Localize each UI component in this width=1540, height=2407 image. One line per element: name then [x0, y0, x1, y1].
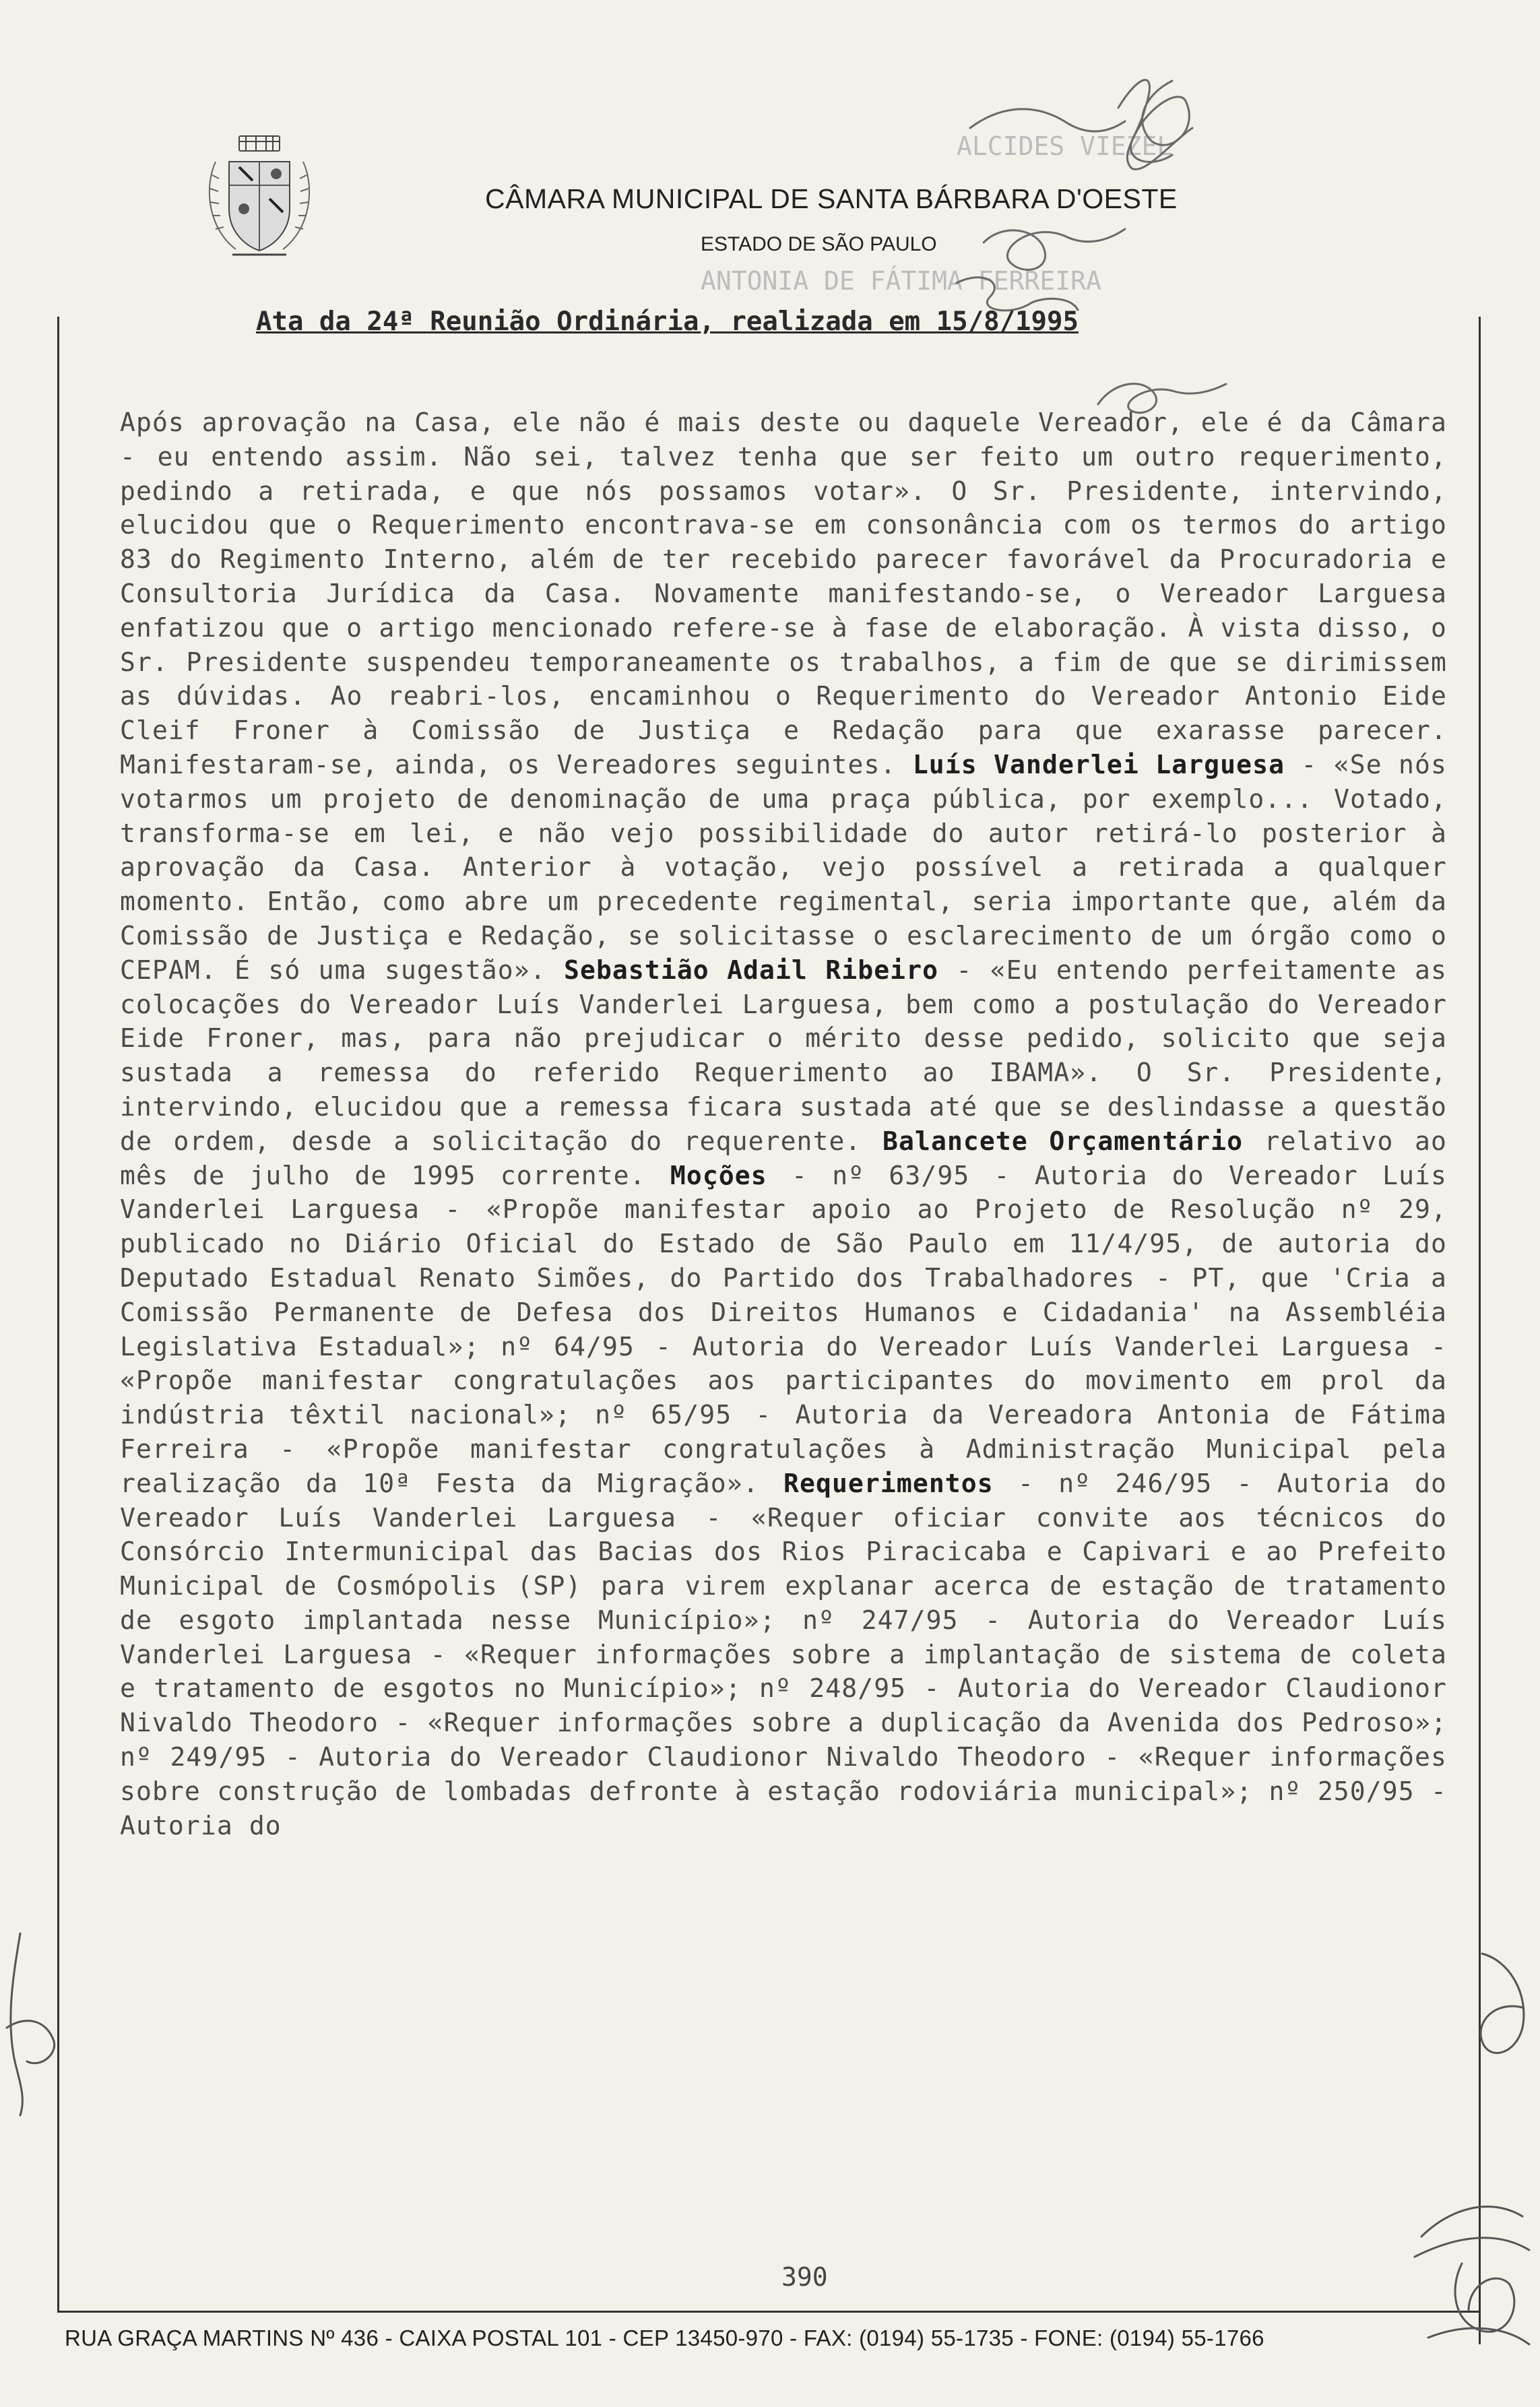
- section-balancete: Balancete Orçamentário: [883, 1126, 1244, 1156]
- stamp-name-2: ANTONIA DE FÁTIMA FERREIRA: [701, 266, 1101, 296]
- requerimentos-text: - nº 246/95 - Autoria do Vereador Luís Vanderlei Larguesa - «Requer oficiar convite aos técnicos do Consórcio Intermunicipal das Bacias dos Rios Piracicaba e Capivari e ao Prefeito Municipal de Cosmópolis (SP) para virem explanar acerca de estação de tratamento de esgoto implantada nesse Município»; nº 247/95 - Autoria do Vereador Luís Vanderlei Larguesa - «Requer informações sobre a implantação de sistema de coleta e tratamento de esgotos no Município»; nº 248/95 - Autoria do Vereador Claudionor Nivaldo Theodoro - «Requer informações sobre a duplicação da Avenida dos Pedroso»; nº 249/95 - Autoria do Vereador Claudionor Nivaldo Theodoro - «Requer informações sobre construção de lombadas defronte à estação rodoviária municipal»; nº 250/95 - Autoria do: [120, 1468, 1448, 1840]
- speaker-sebastiao: Sebastião Adail Ribeiro: [563, 955, 939, 985]
- balancete-text: relativo ao mês de julho de 1995 corrente.: [120, 1126, 1448, 1190]
- left-margin-initials: [0, 1927, 74, 2129]
- minutes-title: Ata da 24ª Reunião Ordinária, realizada em 15/8/1995: [256, 307, 1079, 337]
- speech-larguesa: - «Se nós votarmos um projeto de denominação de uma praça pública, por exemplo... Votado, transforma-se em lei, e não vejo possibilidade do autor retirá-lo posterior à aprovação da Casa. Anterior à votação, vejo possível a retirada a qualquer momento. Então, como abre um precedente regimental, seria importante que, além da Comissão de Justiça e Redação, se solicitasse o esclarecimento de um órgão como o CEPAM. É só uma sugestão».: [120, 749, 1447, 985]
- bottom-rule: [57, 2311, 1481, 2313]
- speech-sebastiao: - «Eu entendo perfeitamente as colocações do Vereador Luís Vanderlei Larguesa, bem como a postulação do Vereador Eide Froner, mas, para não prejudicar o mérito desse pedido, solicito que seja sustada a remessa do referido Requerimento ao IBAMA». O Sr. Presidente, intervindo, elucidou que a remessa ficara sustada até que se deslindasse a questão de ordem, desde a solicitação do requerente.: [120, 955, 1447, 1156]
- handwritten-signatures-top: [647, 40, 1253, 418]
- stamp-name-1: ALCIDES VIEZEL: [957, 131, 1173, 161]
- institution-name: CÂMARA MUNICIPAL DE SANTA BÁRBARA D'OESTE: [485, 183, 1178, 214]
- section-requerimentos: Requerimentos: [783, 1468, 994, 1498]
- section-mocoes: Moções: [670, 1160, 767, 1190]
- paragraph-intro: Após aprovação na Casa, ele não é mais deste ou daquele Vereador, ele é da Câmara - eu entendo assim. Não sei, talvez tenha que ser feito um outro requerimento, pedindo a retirada, e que nós possamos votar». O Sr. Presidente, intervindo, elucidou que o Requerimento encontrava-se em consonância com os termos do artigo 83 do Regimento Interno, além de ter recebido parecer favorável da Procuradoria e Consultoria Jurídica da Casa. Novamente manifestando-se, o Vereador Larguesa enfatizou que o artigo mencionado refere-se à fase de elaboração. À vista disso, o Sr. Presidente suspendeu temporaneamente os trabalhos, a fim de que se dirimissem as dúvidas. Ao reabri-los, encaminhou o Requerimento do Vereador Antonio Eide Cleif Froner à Comissão de Justiça e Redação para que exarasse parecer. Manifestaram-se, ainda, os Vereadores seguintes.: [120, 408, 1447, 779]
- speaker-larguesa: Luís Vanderlei Larguesa: [912, 749, 1285, 779]
- minutes-body: [120, 406, 1447, 1842]
- state-name: ESTADO DE SÃO PAULO: [701, 233, 937, 255]
- right-margin-initials: [1401, 1940, 1540, 2358]
- page-number: 390: [781, 2262, 828, 2292]
- footer-address: RUA GRAÇA MARTINS Nº 436 - CAIXA POSTAL 101 - CEP 13450-970 - FAX: (0194) 55-1735 - FONE: (0194) 55-1766: [65, 2325, 1264, 2350]
- mocoes-text: - nº 63/95 - Autoria do Vereador Luís Vanderlei Larguesa - «Propõe manifestar apoio ao Projeto de Resolução nº 29, publicado no Diário Oficial do Estado de São Paulo em 11/4/95, de autoria do Deputado Estadual Renato Simões, do Partido dos Trabalhadores - PT, que 'Cria a Comissão Permanente de Defesa dos Direitos Humanos e Cidadania' na Assembléia Legislativa Estadual»; nº 64/95 - Autoria do Vereador Luís Vanderlei Larguesa - «Propõe manifestar congratulações aos participantes do movimento em prol da indústria têxtil nacional»; nº 65/95 - Autoria da Vereadora Antonia de Fátima Ferreira - «Propõe manifestar congratulações à Administração Municipal pela realização da 10ª Festa da Migração».: [120, 1160, 1447, 1498]
- municipal-crest-icon: [202, 135, 317, 263]
